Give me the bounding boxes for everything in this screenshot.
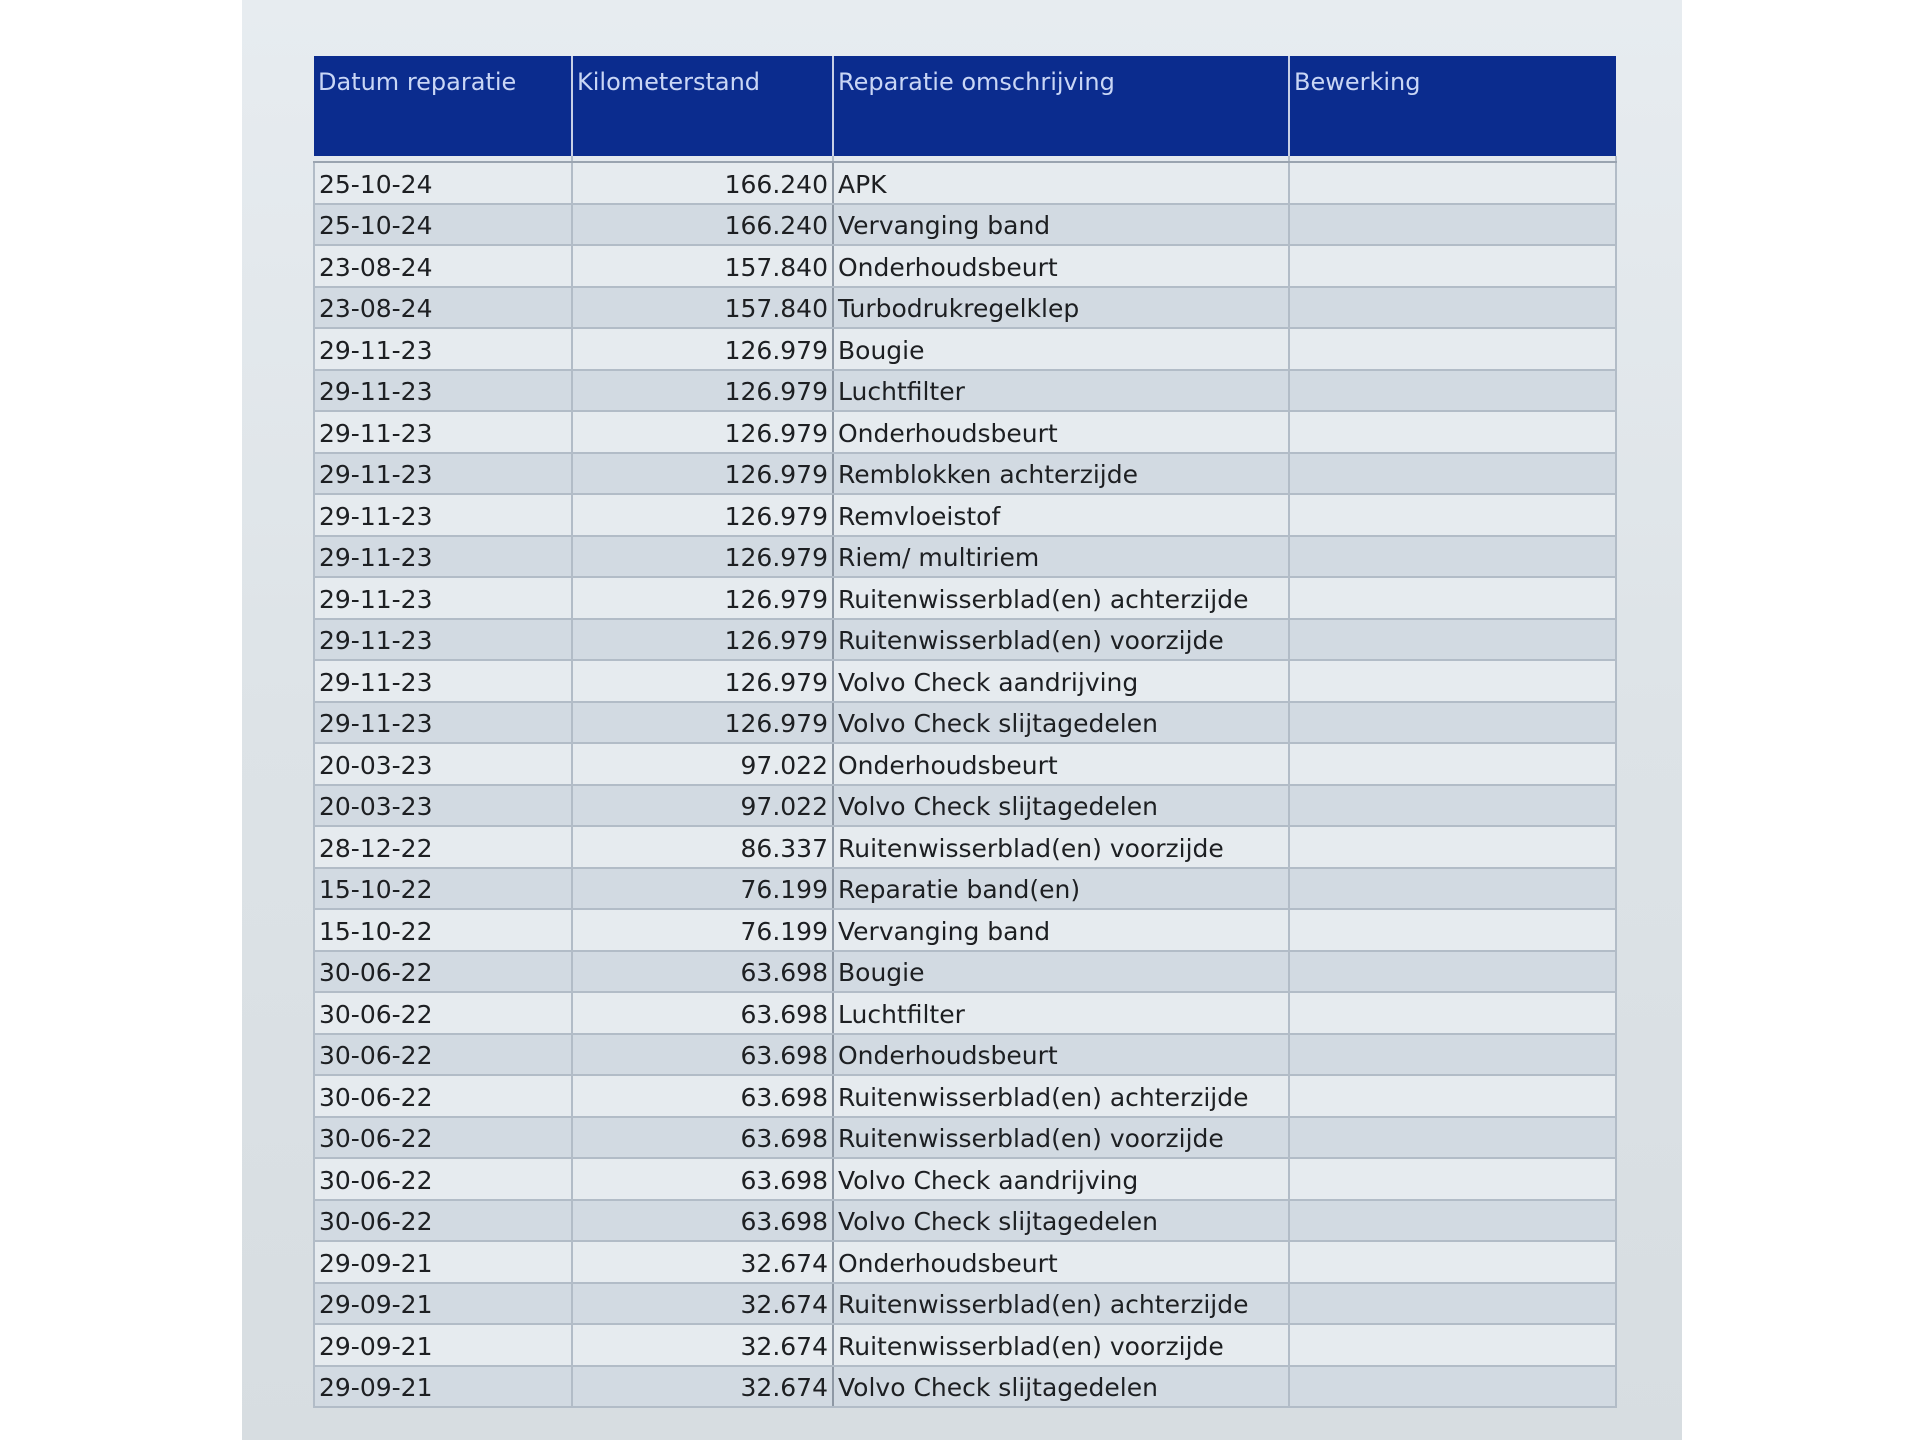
desc-cell[interactable]: Riem/ multiriem [833,536,1289,578]
header-bewerking[interactable]: Bewerking [1289,56,1616,156]
table-row[interactable] [314,1324,1616,1366]
km-cell[interactable]: 126.979 [572,536,833,578]
km-cell[interactable]: 63.698 [572,1117,833,1159]
km-cell[interactable]: 126.979 [572,619,833,661]
desc-cell[interactable]: Onderhoudsbeurt [833,411,1289,453]
bewerking-cell[interactable] [1289,909,1616,951]
bewerking-cell[interactable] [1289,1324,1616,1366]
desc-cell[interactable]: Volvo Check slijtagedelen [833,1200,1289,1242]
table-row[interactable] [314,1283,1616,1325]
repair-history-table [313,56,1617,1408]
bewerking-cell[interactable] [1289,494,1616,536]
km-cell[interactable]: 86.337 [572,826,833,868]
bewerking-cell[interactable] [1289,411,1616,453]
desc-cell[interactable]: Volvo Check slijtagedelen [833,785,1289,827]
date-cell[interactable]: 29-11-23 [314,577,572,619]
desc-cell[interactable]: Volvo Check aandrijving [833,660,1289,702]
bewerking-cell[interactable] [1289,660,1616,702]
date-cell[interactable]: 15-10-22 [314,868,572,910]
date-cell[interactable]: 29-09-21 [314,1324,572,1366]
desc-cell[interactable]: APK [833,162,1289,204]
table-row[interactable] [314,826,1616,868]
km-cell[interactable]: 63.698 [572,1034,833,1076]
table-row[interactable] [314,245,1616,287]
bewerking-cell[interactable] [1289,577,1616,619]
bewerking-cell[interactable] [1289,1283,1616,1325]
date-cell[interactable]: 20-03-23 [314,743,572,785]
date-cell[interactable]: 15-10-22 [314,909,572,951]
km-cell[interactable]: 126.979 [572,411,833,453]
desc-cell[interactable]: Onderhoudsbeurt [833,245,1289,287]
date-cell[interactable]: 30-06-22 [314,1158,572,1200]
desc-cell[interactable]: Ruitenwisserblad(en) achterzijde [833,577,1289,619]
desc-cell[interactable]: Volvo Check aandrijving [833,1158,1289,1200]
table-row[interactable] [314,1158,1616,1200]
table-row[interactable] [314,1366,1616,1408]
desc-cell[interactable]: Reparatie band(en) [833,868,1289,910]
table-row[interactable] [314,785,1616,827]
table-row[interactable] [314,204,1616,246]
date-cell[interactable]: 30-06-22 [314,992,572,1034]
km-cell[interactable]: 32.674 [572,1366,833,1408]
table-row[interactable] [314,287,1616,329]
table-row[interactable] [314,162,1616,204]
bewerking-cell[interactable] [1289,1117,1616,1159]
desc-cell[interactable]: Ruitenwisserblad(en) achterzijde [833,1283,1289,1325]
desc-cell[interactable]: Ruitenwisserblad(en) achterzijde [833,1075,1289,1117]
km-cell[interactable]: 157.840 [572,287,833,329]
date-cell[interactable]: 30-06-22 [314,1034,572,1076]
km-cell[interactable]: 63.698 [572,1075,833,1117]
km-cell[interactable]: 157.840 [572,245,833,287]
desc-cell[interactable]: Ruitenwisserblad(en) voorzijde [833,1324,1289,1366]
desc-cell[interactable]: Luchtfilter [833,992,1289,1034]
bewerking-cell[interactable] [1289,245,1616,287]
desc-cell[interactable]: Remblokken achterzijde [833,453,1289,495]
bewerking-cell[interactable] [1289,162,1616,204]
date-cell[interactable]: 30-06-22 [314,1117,572,1159]
desc-cell[interactable]: Turbodrukregelklep [833,287,1289,329]
bewerking-cell[interactable] [1289,743,1616,785]
table-row[interactable] [314,536,1616,578]
date-cell[interactable]: 29-11-23 [314,536,572,578]
date-cell[interactable]: 20-03-23 [314,785,572,827]
header-desc[interactable]: Reparatie omschrijving [833,56,1289,156]
table-row[interactable] [314,453,1616,495]
date-cell[interactable]: 29-11-23 [314,328,572,370]
desc-cell[interactable]: Onderhoudsbeurt [833,1034,1289,1076]
table-row[interactable] [314,1200,1616,1242]
table-row[interactable] [314,951,1616,993]
km-cell[interactable]: 63.698 [572,1200,833,1242]
date-cell[interactable]: 30-06-22 [314,951,572,993]
desc-cell[interactable]: Vervanging band [833,204,1289,246]
table-header [314,56,1616,156]
date-cell[interactable]: 29-11-23 [314,660,572,702]
date-cell[interactable]: 29-11-23 [314,411,572,453]
desc-cell[interactable]: Volvo Check slijtagedelen [833,1366,1289,1408]
desc-cell[interactable]: Onderhoudsbeurt [833,743,1289,785]
table-row[interactable] [314,577,1616,619]
desc-cell[interactable]: Volvo Check slijtagedelen [833,702,1289,744]
repair-history-sheet [313,56,1615,1402]
km-cell[interactable]: 63.698 [572,1158,833,1200]
desc-cell[interactable]: Luchtfilter [833,370,1289,412]
table-row[interactable] [314,1075,1616,1117]
bewerking-cell[interactable] [1289,1158,1616,1200]
date-cell[interactable]: 29-11-23 [314,494,572,536]
table-row[interactable] [314,702,1616,744]
km-cell[interactable]: 63.698 [572,992,833,1034]
date-cell[interactable]: 29-09-21 [314,1241,572,1283]
table-row[interactable] [314,660,1616,702]
bewerking-cell[interactable] [1289,370,1616,412]
desc-cell[interactable]: Ruitenwisserblad(en) voorzijde [833,826,1289,868]
table-row[interactable] [314,619,1616,661]
desc-cell[interactable]: Bougie [833,328,1289,370]
date-cell[interactable]: 29-11-23 [314,702,572,744]
km-cell[interactable]: 126.979 [572,660,833,702]
table-row[interactable] [314,743,1616,785]
km-cell[interactable]: 76.199 [572,909,833,951]
date-cell[interactable]: 30-06-22 [314,1200,572,1242]
date-cell[interactable]: 29-09-21 [314,1366,572,1408]
desc-cell[interactable]: Vervanging band [833,909,1289,951]
date-cell[interactable]: 25-10-24 [314,204,572,246]
bewerking-cell[interactable] [1289,1034,1616,1076]
table-row[interactable] [314,992,1616,1034]
km-cell[interactable]: 126.979 [572,494,833,536]
header-date[interactable]: Datum reparatie [314,56,572,156]
km-cell[interactable]: 63.698 [572,951,833,993]
km-cell[interactable]: 126.979 [572,453,833,495]
bewerking-cell[interactable] [1289,1200,1616,1242]
table-body [314,156,1616,1407]
date-cell[interactable]: 30-06-22 [314,1075,572,1117]
bewerking-cell[interactable] [1289,826,1616,868]
desc-cell[interactable]: Ruitenwisserblad(en) voorzijde [833,1117,1289,1159]
km-cell[interactable]: 32.674 [572,1241,833,1283]
bewerking-cell[interactable] [1289,992,1616,1034]
bewerking-cell[interactable] [1289,702,1616,744]
km-cell[interactable]: 32.674 [572,1283,833,1325]
date-cell[interactable]: 28-12-22 [314,826,572,868]
date-cell[interactable]: 29-11-23 [314,453,572,495]
header-km[interactable]: Kilometerstand [572,56,833,156]
bewerking-cell[interactable] [1289,1366,1616,1408]
date-cell[interactable]: 29-09-21 [314,1283,572,1325]
date-cell[interactable]: 29-11-23 [314,370,572,412]
km-cell[interactable]: 97.022 [572,785,833,827]
table-row[interactable] [314,370,1616,412]
bewerking-cell[interactable] [1289,204,1616,246]
table-row[interactable] [314,909,1616,951]
date-cell[interactable]: 23-08-24 [314,287,572,329]
desc-cell[interactable]: Bougie [833,951,1289,993]
bewerking-cell[interactable] [1289,536,1616,578]
bewerking-cell[interactable] [1289,453,1616,495]
km-cell[interactable]: 32.674 [572,1324,833,1366]
bewerking-cell[interactable] [1289,287,1616,329]
km-cell[interactable]: 166.240 [572,162,833,204]
date-cell[interactable]: 25-10-24 [314,162,572,204]
bewerking-cell[interactable] [1289,1241,1616,1283]
table-row[interactable] [314,868,1616,910]
desc-cell[interactable]: Onderhoudsbeurt [833,1241,1289,1283]
date-cell[interactable]: 23-08-24 [314,245,572,287]
km-cell[interactable]: 126.979 [572,328,833,370]
bewerking-cell[interactable] [1289,785,1616,827]
desc-cell[interactable]: Remvloeistof [833,494,1289,536]
bewerking-cell[interactable] [1289,619,1616,661]
table-row[interactable] [314,411,1616,453]
bewerking-cell[interactable] [1289,868,1616,910]
km-cell[interactable]: 166.240 [572,204,833,246]
bewerking-cell[interactable] [1289,328,1616,370]
table-row[interactable] [314,1117,1616,1159]
km-cell[interactable]: 76.199 [572,868,833,910]
km-cell[interactable]: 126.979 [572,577,833,619]
bewerking-cell[interactable] [1289,1075,1616,1117]
table-row[interactable] [314,1241,1616,1283]
bewerking-cell[interactable] [1289,951,1616,993]
km-cell[interactable]: 126.979 [572,370,833,412]
km-cell[interactable]: 126.979 [572,702,833,744]
km-cell[interactable]: 97.022 [572,743,833,785]
table-row[interactable] [314,494,1616,536]
header-row [314,56,1616,156]
date-cell[interactable]: 29-11-23 [314,619,572,661]
desc-cell[interactable]: Ruitenwisserblad(en) voorzijde [833,619,1289,661]
table-row[interactable] [314,328,1616,370]
table-row[interactable] [314,1034,1616,1076]
